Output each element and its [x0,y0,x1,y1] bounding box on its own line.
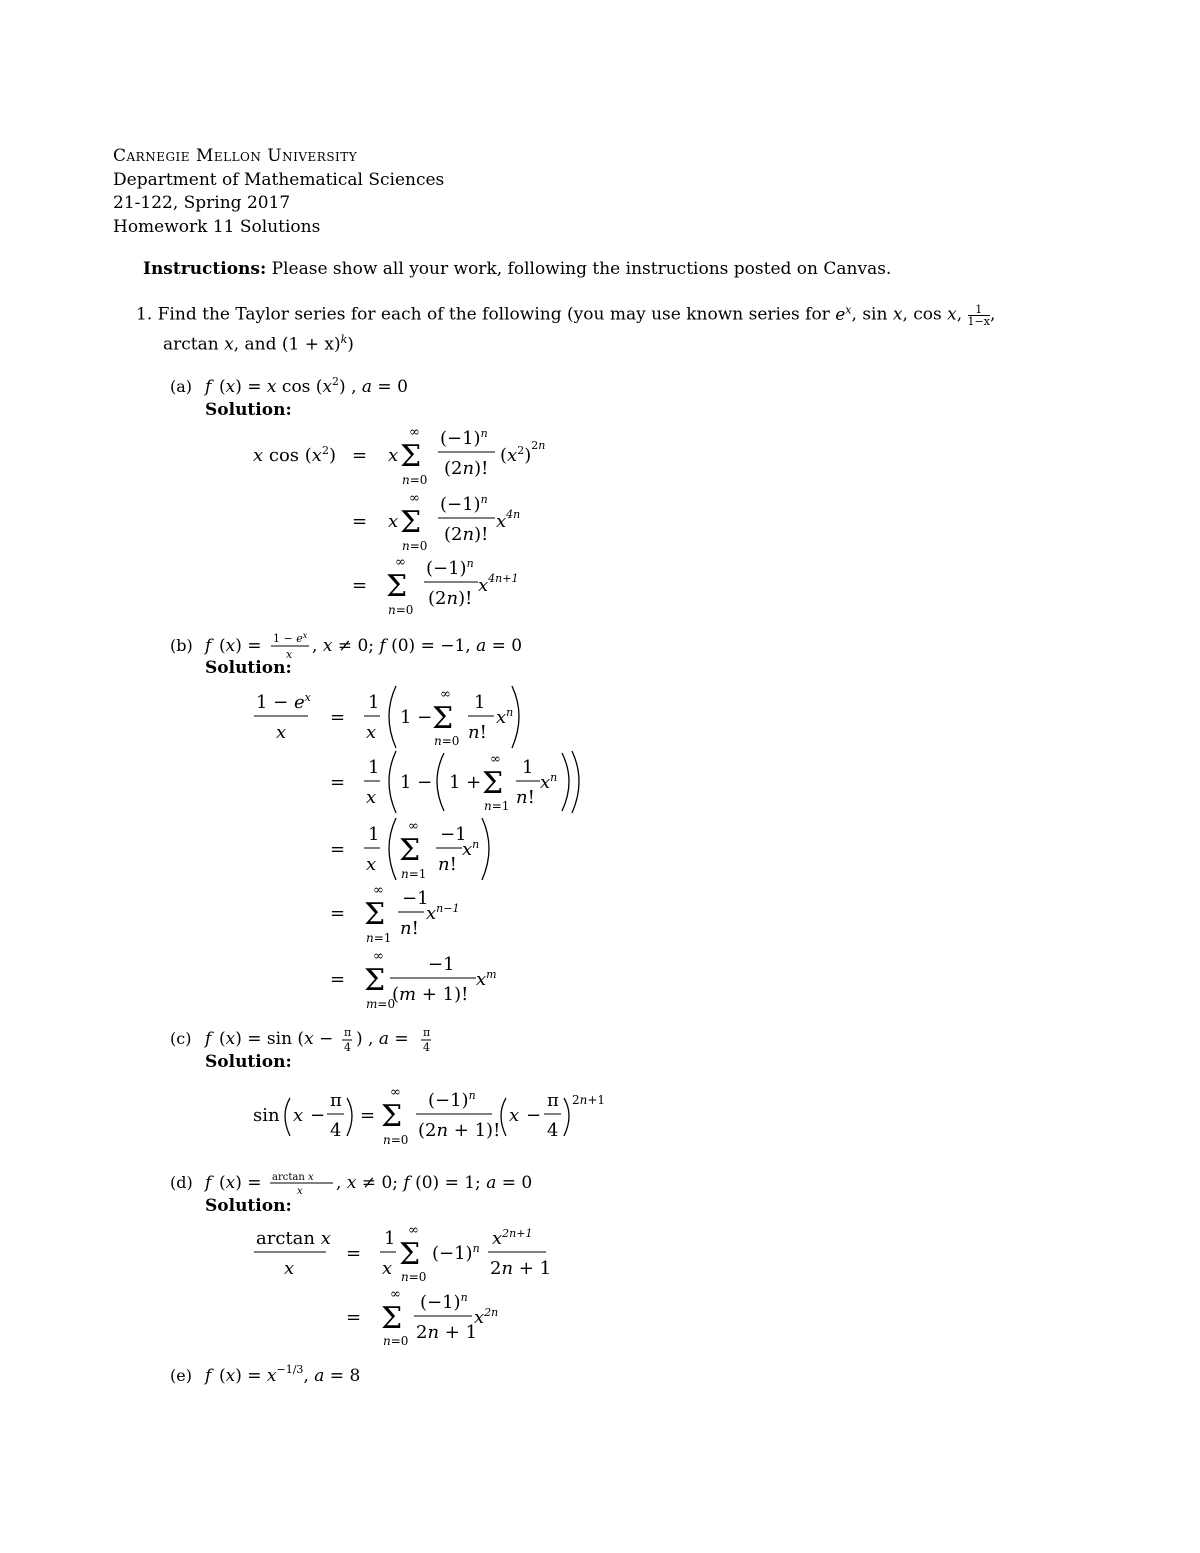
svg-text:4: 4 [344,1041,351,1054]
svg-text:n=1: n=1 [401,867,427,881]
svg-text:=: = [330,839,346,860]
svg-text:x2n: $x^{2n}$ [474,1306,499,1328]
svg-text:Σ: Σ [400,439,422,474]
svg-text:Σ: Σ [364,897,386,932]
svg-text:f: f [205,377,212,397]
svg-text:x: x [276,722,287,743]
part-d-label: (d) [170,1173,193,1192]
svg-text:n!: n! [400,918,419,939]
svg-text:x4n+1: $x^{4n+1}$ [478,572,519,596]
svg-text:x: x [382,1258,393,1279]
part-a-solution [253,425,545,617]
svg-text:Σ: Σ [386,569,408,604]
svg-text:1: 1 [368,757,380,778]
svg-text:2n + 1: 2n + 1 [416,1322,478,1343]
svg-text:(2n)!: (2n)! [444,458,489,479]
svg-text:n=0: n=0 [402,473,428,487]
svg-text:=: = [352,511,368,532]
course-info: 21-122, Spring 2017 [113,193,291,213]
svg-text:−1: −1 [440,824,467,845]
svg-text:n=0: n=0 [383,1334,409,1348]
svg-text:(−1)n: $(-1)^n$ [420,1291,468,1313]
svg-text:f: f [205,1173,212,1193]
svg-text:1: 1 [522,757,534,778]
svg-text:n=0: n=0 [402,539,428,553]
svg-text:x: x [388,445,399,466]
svg-text:=: = [360,1105,376,1126]
svg-text:π: π [423,1026,431,1039]
svg-text:Σ: Σ [381,1301,403,1336]
part-c-statement [203,1026,431,1054]
svg-text:=: = [330,772,346,793]
svg-text:Σ: Σ [432,701,454,736]
svg-text:(x) =: (x) = [219,636,262,656]
part-b-statement [203,631,522,661]
svg-text:(m + 1)!: (m + 1)! [392,984,469,1005]
svg-text:f: f [205,1029,212,1049]
solution-label-c: Solution: [205,1052,292,1072]
solution-label-b: Solution: [205,658,292,678]
svg-text:(−1)n: $(-1)^n$ [426,557,474,579]
svg-text:) , a =: ) , a = [356,1029,409,1049]
svg-text:Σ: Σ [381,1099,403,1134]
svg-text:∞: ∞ [390,1287,401,1302]
svg-text:=: = [330,707,346,728]
svg-text:−: − [310,1105,326,1126]
svg-text:(2n + 1)!: (2n + 1)! [418,1120,501,1141]
svg-text:xn: $x^n$ [540,771,558,793]
arctan-word: arctan [163,334,219,355]
problem-1-line-2: arctan x, and $(1 + x)^k$) [163,333,354,355]
part-a-label: (a) [170,377,193,396]
svg-text:n=1: n=1 [366,931,392,945]
svg-text:x: x [297,1186,303,1197]
svg-text:n!: n! [468,722,487,743]
svg-text:∞: ∞ [408,1223,419,1238]
problem-number: 1. [136,304,153,325]
svg-text:x cos (x2): x $\cos (x^2)$ [253,444,336,466]
svg-text:Σ: Σ [400,505,422,540]
svg-text:(x) = sin (x −: (x) = sin (x − [219,1029,334,1049]
svg-text:(−1)n: $(-1)^n$ [440,427,488,449]
svg-text:(x2)2n: $(x^2)^2n$ [500,439,546,466]
solution-label-a: Solution: [205,400,292,420]
svg-text:x: x [366,722,377,743]
svg-text:1: 1 [368,692,380,713]
svg-text:4: 4 [330,1120,342,1141]
svg-text:1: 1 [384,1228,396,1249]
part-d-statement [203,1172,532,1197]
svg-text:1: 1 [368,824,380,845]
svg-text:4: 4 [547,1120,559,1141]
svg-text:n=0: n=0 [401,1270,427,1284]
part-c-solution [253,1085,605,1147]
svg-text:x: x [509,1105,520,1126]
svg-text:(−1)n: $(-1)^n$ [428,1089,476,1111]
svg-text:∞: ∞ [373,883,384,898]
svg-text:x2n+1: $x^{2n+1}$ [492,1227,533,1249]
part-e-statement [203,1363,360,1386]
svg-text:−1: −1 [402,888,429,909]
svg-text:x: x [284,1258,295,1279]
svg-text:(2n)!: (2n)! [444,524,489,545]
svg-text:Σ: Σ [364,963,386,998]
svg-text:(2n)!: (2n)! [428,588,473,609]
svg-text:=: = [346,1307,362,1328]
svg-text:sin: sin [253,1105,280,1126]
part-a-statement [203,375,408,397]
svg-text:2n + 1: 2n + 1 [490,1258,552,1279]
svg-text:∞: ∞ [409,491,420,506]
svg-text:(−1)n: $(-1)^n$ [440,493,488,515]
svg-text:=: = [330,969,346,990]
svg-text:, x ≠ 0; f (0) = −1, a = 0: , x ≠ 0; f (0) = −1, a = 0 [312,636,523,656]
university-name: Carnegie Mellon University [113,146,358,166]
closing-paren: ) [347,334,354,355]
svg-text:−: − [526,1105,542,1126]
svg-text:4: 4 [423,1041,430,1054]
svg-text:(x) = x−1/3, a = 8: $(x) = x^{-1/3}$, a = 8 [219,1363,361,1386]
svg-text:n!: n! [438,854,457,875]
svg-text:−1: −1 [428,954,455,975]
svg-text:π: π [547,1090,559,1111]
svg-text:f: f [205,1366,212,1386]
part-d-solution [254,1223,551,1348]
svg-text:2n+1: 2n+1 [572,1093,606,1107]
svg-text:xm: $x^m$ [476,968,497,990]
department-name: Department of Mathematical Sciences [113,170,445,190]
svg-text:1: 1 [474,692,486,713]
part-e-label: (e) [170,1366,192,1385]
part-b-label: (b) [170,636,193,655]
svg-text:(x) = x cos (x2) , a = 0: (x) = x $\cos (x^2)$ , a = 0 [219,375,408,397]
problem-1-line-1: 1. Find the Taylor series for each of the following (you may use known series for $e^x$, sin x, cos x, $\frac{1}{1-x}$ , [136,302,996,328]
svg-text:∞: ∞ [490,752,501,767]
svg-text:1 −: 1 − [400,707,433,728]
svg-text:=: = [330,903,346,924]
svg-text:, x ≠ 0; f (0) = 1; a = 0: , x ≠ 0; f (0) = 1; a = 0 [336,1173,533,1193]
svg-text:Σ: Σ [482,766,504,801]
problem-text: Find the Taylor series for each of the following (you may use known series for [157,304,830,325]
svg-text:π: π [330,1090,342,1111]
svg-text:arctan x: arctan x [272,1172,314,1183]
svg-text:(x) =: (x) = [219,1173,262,1193]
svg-text:∞: ∞ [408,819,419,834]
svg-text:∞: ∞ [390,1085,401,1100]
svg-text:Σ: Σ [399,833,421,868]
svg-text:1 −: 1 − [400,772,433,793]
svg-text:arctan x: arctan x [256,1228,331,1249]
svg-text:1 +: 1 + [449,772,482,793]
svg-text:x4n: $x^{4n}$ [496,508,521,532]
svg-text:f: f [205,636,212,656]
binomial-text: , and (1 + x) [233,334,341,355]
svg-text:∞: ∞ [409,425,420,440]
svg-text:x: x [388,511,399,532]
svg-text:x: x [286,648,293,661]
svg-text:m=0: m=0 [366,997,396,1011]
instructions-text: Please show all your work, following the instructions posted on Canvas. [271,259,892,279]
svg-text:n=0: n=0 [434,734,460,748]
instructions-label: Instructions: [143,259,267,279]
svg-text:Σ: Σ [399,1237,421,1272]
svg-text:∞: ∞ [395,555,406,570]
svg-text:(−1)n: $(-1)^n$ [432,1242,480,1264]
svg-text:x: x [366,787,377,808]
svg-text:n=0: n=0 [388,603,414,617]
svg-text:xn: $x^n$ [462,838,480,860]
svg-text:=: = [352,575,368,596]
svg-text:1 − ex: $1 - e^x$ [256,691,311,713]
solution-label-d: Solution: [205,1196,292,1216]
svg-text:xn: $x^n$ [496,706,514,728]
svg-text:n=1: n=1 [484,799,510,813]
svg-text:xn−1: $x^{n-1}$ [426,902,460,924]
document-title: Homework 11 Solutions [113,217,321,237]
part-b-solution [254,686,579,1011]
svg-text:x: x [366,854,377,875]
svg-text:=: = [346,1243,362,1264]
svg-text:π: π [344,1026,352,1039]
svg-text:x: x [293,1105,304,1126]
svg-text:1 − ex: $1 - e^x$ [273,631,308,645]
svg-text:∞: ∞ [440,687,451,702]
part-c-label: (c) [170,1029,192,1048]
svg-text:n=0: n=0 [383,1133,409,1147]
svg-text:∞: ∞ [373,949,384,964]
svg-text:n!: n! [516,787,535,808]
svg-text:=: = [352,445,368,466]
